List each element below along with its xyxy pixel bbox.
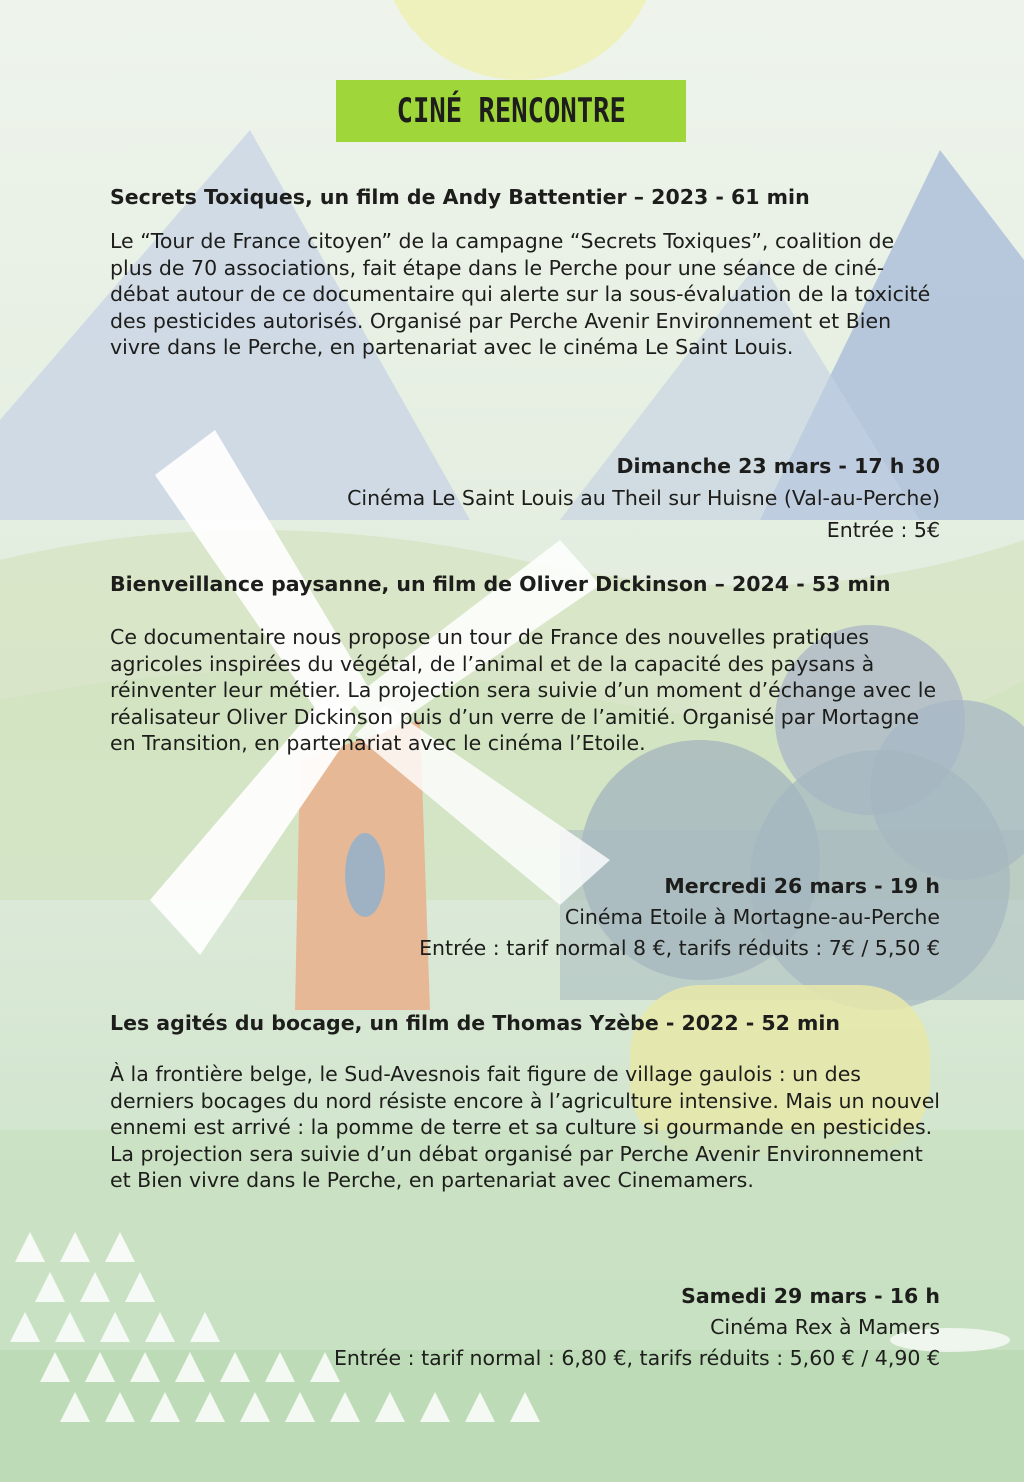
- event-venue: Cinéma Etoile à Mortagne-au-Perche: [564, 905, 940, 929]
- event-venue: Cinéma Rex à Mamers: [710, 1315, 940, 1339]
- event-bienveillance-paysanne: [110, 571, 940, 960]
- event-info: [110, 453, 940, 544]
- event-description: À la frontière belge, le Sud-Avesnois fait figure de village gaulois : un des derniers bocages du nord résiste encore à l’agriculture intensive. Mais un nouvel ennemi est arrivé : la pomme de terre et sa culture si gourmande en pesticides. La projection sera suivie d’un débat organisé par Perche Avenir Environnement et Bien vivre dans le Perche, en partenariat avec Cinemamers.: [110, 1062, 940, 1192]
- event-info: [110, 873, 940, 962]
- event-secrets-toxiques: [110, 184, 940, 542]
- event-price: Entrée : tarif normal 8 €, tarifs réduits : 7€ / 5,50 €: [419, 936, 940, 960]
- event-description: Le “Tour de France citoyen” de la campagne “Secrets Toxiques”, coalition de plus de 70 associations, fait étape dans le Perche pour une séance de ciné-débat autour de ce documentaire qui alerte sur la sous-évaluation de la toxicité des pesticides autorisés. Organisé par Perche Avenir Environnement et Bien vivre dans le Perche, en partenariat avec le cinéma Le Saint Louis.: [110, 229, 931, 359]
- event-title: Secrets Toxiques, un film de Andy Battentier – 2023 - 61 min: [110, 185, 810, 209]
- event-date: Mercredi 26 mars - 19 h: [664, 874, 940, 898]
- event-date: Samedi 29 mars - 16 h: [681, 1284, 940, 1308]
- event-title: Bienveillance paysanne, un film de Oliver Dickinson – 2024 - 53 min: [110, 572, 891, 596]
- event-info: [110, 1283, 940, 1372]
- page-title: CINÉ RENCONTRE: [396, 91, 626, 131]
- event-price: Entrée : tarif normal : 6,80 €, tarifs réduits : 5,60 € / 4,90 €: [333, 1346, 940, 1370]
- event-date: Dimanche 23 mars - 17 h 30: [616, 454, 940, 478]
- event-venue: Cinéma Le Saint Louis au Theil sur Huisne (Val-au-Perche): [347, 486, 940, 510]
- event-price: Entrée : 5€: [826, 518, 940, 542]
- event-description: Ce documentaire nous propose un tour de France des nouvelles pratiques agricoles inspirées du végétal, de l’animal et de la capacité des paysans à réinventer leur métier. La projection sera suivie d’un moment d’échange avec le réalisateur Oliver Dickinson puis d’un verre de l’amitié. Organisé par Mortagne en Transition, en partenariat avec le cinéma l’Etoile.: [110, 625, 937, 755]
- section-banner: [336, 80, 686, 142]
- event-agites-du-bocage: [110, 1010, 940, 1370]
- event-title: Les agités du bocage, un film de Thomas Yzèbe - 2022 - 52 min: [110, 1011, 841, 1035]
